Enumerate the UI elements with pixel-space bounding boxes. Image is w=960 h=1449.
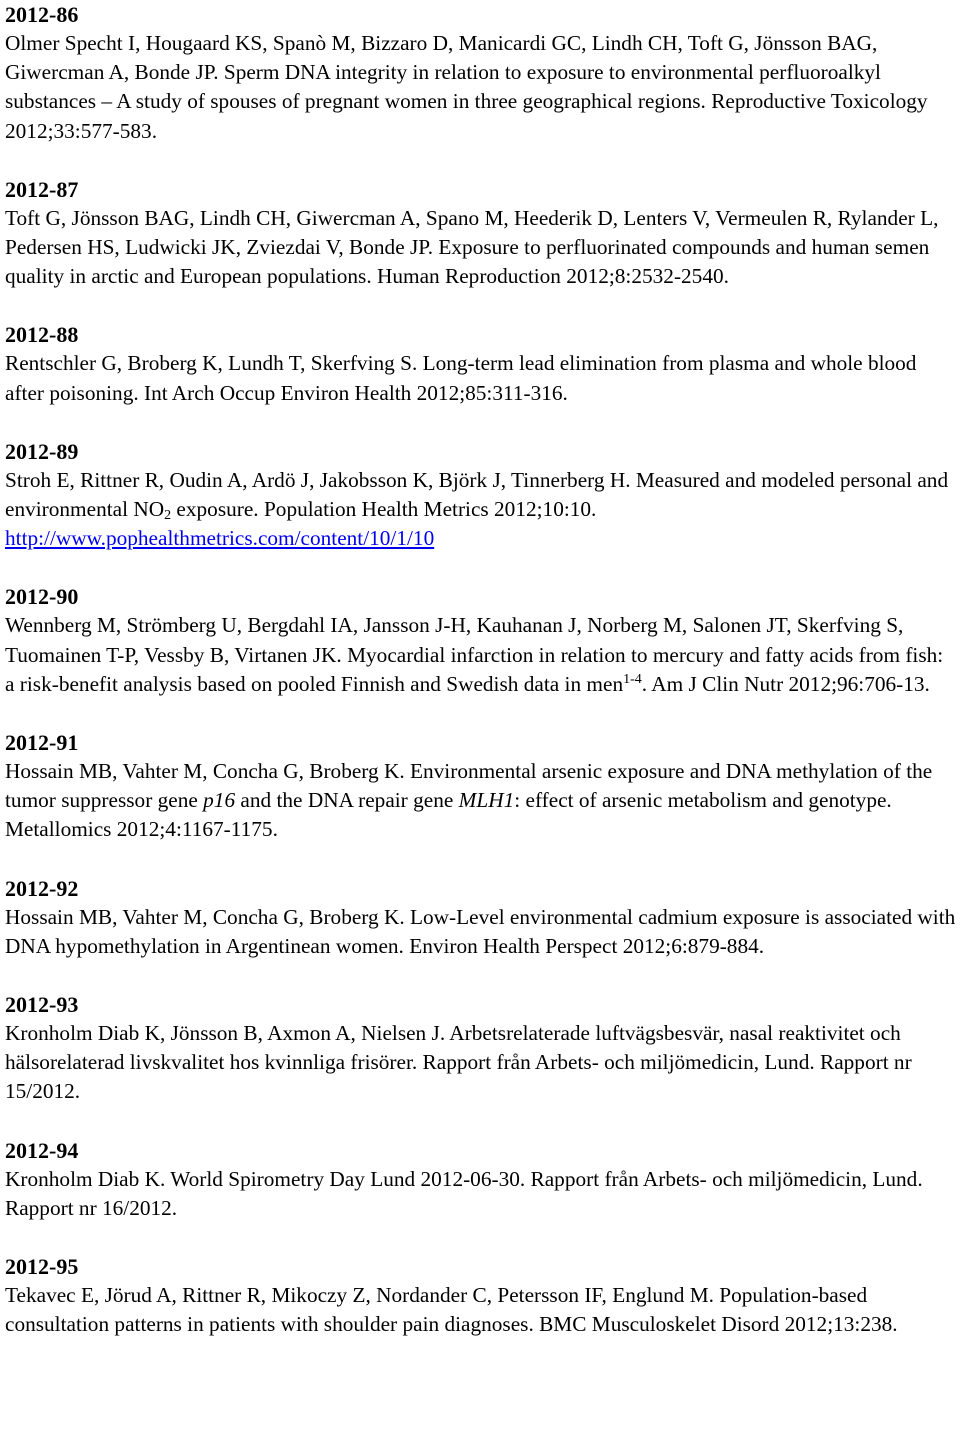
reference-entry-2012-91 <box>5 728 956 845</box>
reference-text: Rentschler G, Broberg K, Lundh T, Skerfving S. Long-term lead elimination from plasma and whole blood after poisoning. Int Arch Occup Environ Health 2012;85:311-316. <box>5 351 917 405</box>
reference-entry-2012-89 <box>5 437 956 554</box>
reference-text-part: Stroh E, Rittner R, Oudin A, Ardö J, Jakobsson K, Björk J, Tinnerberg H. Measured and modeled personal and environmental NO <box>5 467 949 522</box>
reference-text: Kronholm Diab K. World Spirometry Day Lund 2012-06-30. Rapport från Arbets- och miljömedicin, Lund. Rapport nr 16/2012. <box>5 1166 923 1220</box>
reference-text <box>5 466 956 554</box>
reference-id: 2012-94 <box>5 1137 79 1163</box>
reference-id: 2012-89 <box>5 438 79 464</box>
reference-text-part: and the DNA repair gene <box>235 788 459 813</box>
subscript: 2 <box>164 508 172 524</box>
superscript: 1-4 <box>623 671 642 687</box>
gene-name: p16 <box>203 788 236 813</box>
reference-entry-2012-95 <box>5 1252 956 1339</box>
reference-id: 2012-92 <box>5 875 79 901</box>
reference-text-part: : effect of arsenic metabolism and genotype. Metallomics 2012;4:1167-1175. <box>5 788 892 842</box>
reference-text: Tekavec E, Jörud A, Rittner R, Mikoczy Z, Nordander C, Petersson IF, Englund M. Population-based consultation patterns in patients with shoulder pain diagnoses. BMC Musculoskelet Disord 2012;13:238. <box>5 1283 898 1337</box>
reference-entry-2012-93 <box>5 990 956 1107</box>
reference-id: 2012-93 <box>5 992 79 1018</box>
reference-id: 2012-90 <box>5 584 79 610</box>
reference-id: 2012-95 <box>5 1254 79 1280</box>
reference-entry-2012-94 <box>5 1136 956 1223</box>
reference-entry-2012-86 <box>5 0 956 146</box>
reference-id: 2012-91 <box>5 730 79 756</box>
reference-text: Hossain MB, Vahter M, Concha G, Broberg K. Low-Level environmental cadmium exposure is associated with DNA hypomethylation in Argentinean women. Environ Health Perspect 2012;6:879-884. <box>5 904 956 958</box>
reference-text <box>5 611 956 699</box>
reference-text-part: Wennberg M, Strömberg U, Bergdahl IA, Jansson J-H, Kauhanan J, Norberg M, Salonen JT, Skerfving S, Tuomainen T-P, Vessby B, Virtanen JK. Myocardial infarction in relation to mercury and fatty acids from fish: a risk-benefit analysis based on pooled Finnish and Swedish data in men <box>5 613 944 696</box>
reference-entry-2012-88 <box>5 320 956 407</box>
reference-text: Toft G, Jönsson BAG, Lindh CH, Giwercman A, Spano M, Heederik D, Lenters V, Vermeulen R, Rylander L, Pedersen HS, Ludwicki JK, Zviezdai V, Bonde JP. Exposure to perfluorinated compounds and human semen quality in arctic and European populations. Human Reproduction 2012;8:2532-2540. <box>5 205 939 289</box>
reference-link[interactable]: http://www.pophealthmetrics.com/content/10/1/10 <box>5 526 435 551</box>
reference-entry-2012-87 <box>5 175 956 292</box>
reference-text-part: exposure. Population Health Metrics 2012;10:10. <box>171 497 597 522</box>
reference-id: 2012-86 <box>5 2 79 27</box>
reference-id: 2012-87 <box>5 176 79 202</box>
reference-id: 2012-88 <box>5 322 79 348</box>
reference-entry-2012-90 <box>5 582 956 699</box>
reference-text: Kronholm Diab K, Jönsson B, Axmon A, Nielsen J. Arbetsrelaterade luftvägsbesvär, nasal reaktivitet och hälsorelaterad livskvalitet hos kvinnliga frisörer. Rapport från Arbets- och miljömedicin, Lund. Rapport nr 15/2012. <box>5 1021 912 1104</box>
reference-text <box>5 757 956 845</box>
reference-text: Olmer Specht I, Hougaard KS, Spanò M, Bizzaro D, Manicardi GC, Lindh CH, Toft G, Jönsson BAG, Giwercman A, Bonde JP. Sperm DNA integrity in relation to exposure to environmental perfluoroalkyl substances – A study of spouses of pregnant women in three geographical regions. Reproductive Toxicology 2012;33:577-583. <box>5 31 928 143</box>
gene-name: MLH1 <box>458 788 515 813</box>
reference-text-part: Hossain MB, Vahter M, Concha G, Broberg K. Environmental arsenic exposure and DNA methylation of the tumor suppressor gene <box>5 759 933 813</box>
reference-entry-2012-92 <box>5 874 956 961</box>
reference-text-part: . Am J Clin Nutr 2012;96:706-13. <box>641 671 930 696</box>
